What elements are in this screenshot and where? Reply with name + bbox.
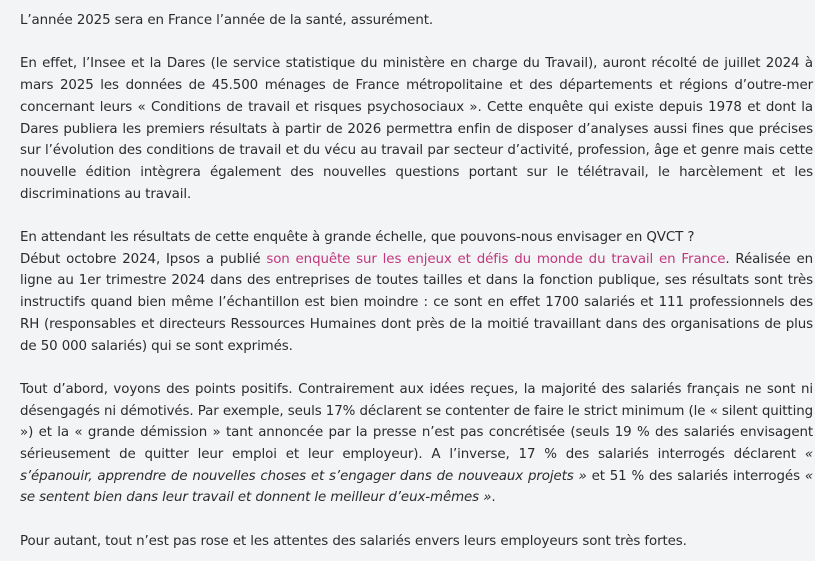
paragraph-positive-points bbox=[20, 379, 813, 509]
paragraph-gap bbox=[20, 205, 813, 227]
paragraph-gap bbox=[20, 32, 813, 54]
paragraph-question: En attendant les résultats de cette enquête à grande échelle, que pouvons-nous envisager en QVCT ? bbox=[20, 230, 695, 245]
positive-points-middle: et 51 % des salariés interrogés bbox=[586, 468, 805, 484]
ipsos-text-before-link: Début octobre 2024, Ipsos a publié bbox=[20, 251, 267, 267]
positive-points-text: Tout d’abord, voyons des points positifs. Contrairement aux idées reçues, la majorité des salariés français ne sont ni désengagés ni démotivés. Par exemple, seuls 17% déclarent se contenter de faire le strict minimum (le « silent quitting ») et la « grande démission » tant annoncée par la presse n’est pas concrétisée (seuls 19 % des salariés envisagent sérieusement de quitter leur emploi et leur employeur). A l’inverse, 17 % des salariés interrogés déclarent bbox=[20, 381, 813, 463]
paragraph-insee-dares: En effet, l’Insee et la Dares (le service statistique du ministère en charge du Travail), auront récolté de juillet 2024 à mars 2025 les données de 45.500 ménages de France métropolitaine et des départements et régions d’outre-mer concernant leurs « Conditions de travail et risques psychosociaux ». Cette enquête qui existe depuis 1978 et dont la Dares publiera les premiers résultats à partir de 2026 permettra enfin de disposer d’analyses aussi fines que précises sur l’évolution des conditions de travail et du vécu au travail par secteur d’activité, profession, âge et genre mais cette nouvelle édition intègrera également des nouvelles questions portant sur le télétravail, le harcèlement et les discriminations au travail. bbox=[20, 56, 813, 202]
paragraph-ipsos bbox=[20, 249, 813, 358]
paragraph-expectations: Pour autant, tout n’est pas rose et les attentes des salariés envers leurs employeurs sont très fortes. bbox=[20, 533, 687, 549]
positive-points-end: . bbox=[491, 490, 496, 506]
paragraph-gap bbox=[20, 509, 813, 531]
quote-epanouir: « s’épanouir, apprendre de nouvelles choses et s’engager dans de nouveaux projets » bbox=[20, 447, 813, 484]
quote-se-sentent-bien: « se sentent bien dans leur travail et donnent le meilleur d’eux-mêmes » bbox=[20, 468, 813, 506]
paragraph-gap bbox=[20, 357, 813, 379]
paragraph-intro: L’année 2025 sera en France l’année de la santé, assurément. bbox=[20, 13, 434, 28]
ipsos-text-after-link: . Réalisée en ligne au 1er trimestre 2024 dans des entreprises de toutes tailles et dans la fonction publique, ses résultats sont très instructifs quand bien même l’échantillon est bien moindre : ce sont en effet 1700 salariés et 111 professionnels des RH (responsables et directeurs Ressources Humaines dont près de la moitié travaillant dans des organisations de plus de 50 000 salariés) qui se sont exprimés. bbox=[20, 251, 813, 354]
article-body bbox=[20, 10, 813, 553]
ipsos-survey-link[interactable]: son enquête sur les enjeux et défis du monde du travail en France bbox=[266, 251, 726, 267]
